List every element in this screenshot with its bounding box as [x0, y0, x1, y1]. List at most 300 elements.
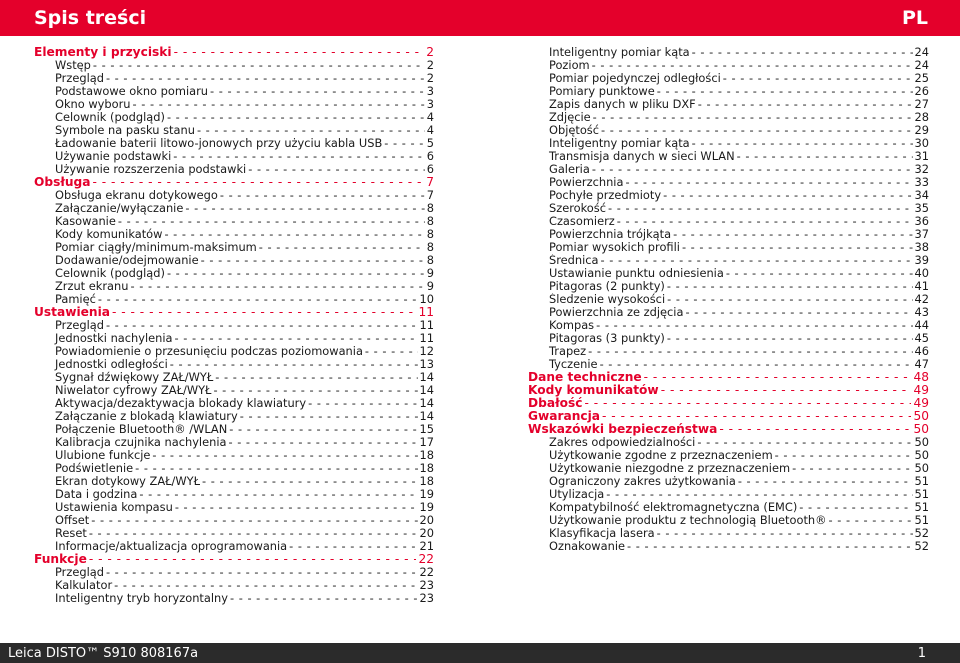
toc-entry[interactable]: [34, 592, 434, 605]
toc-entry[interactable]: [528, 501, 929, 514]
toc-entry[interactable]: [34, 85, 434, 98]
toc-entry[interactable]: [34, 280, 434, 293]
dot-leader: [201, 254, 425, 267]
toc-page-number: 22: [418, 553, 434, 566]
toc-entry-title: Jednostki odległości: [55, 358, 168, 371]
toc-page-number: 19: [419, 501, 434, 514]
dot-leader: [135, 462, 417, 475]
toc-entry[interactable]: [528, 72, 929, 85]
toc-page-number: 51: [914, 514, 929, 527]
toc-page-number: 15: [419, 423, 434, 436]
toc-page-number: 8: [426, 215, 434, 228]
dot-leader: [692, 46, 913, 59]
toc-entry-title: Ustawienia: [34, 306, 110, 319]
toc-page-number: 30: [914, 137, 929, 150]
language-code: PL: [901, 7, 928, 29]
dot-leader: [228, 436, 417, 449]
toc-entry-title: Średnica: [549, 254, 599, 267]
toc-entry-title: Jednostki nachylenia: [55, 332, 173, 345]
toc-page-number: 44: [914, 319, 929, 332]
toc-page-number: 50: [914, 436, 929, 449]
dot-leader: [93, 176, 425, 189]
dot-leader: [723, 72, 913, 85]
toc-entry[interactable]: [34, 137, 434, 150]
toc-entry-title: Kalkulator: [55, 579, 113, 592]
toc-entry[interactable]: [528, 59, 929, 72]
toc-page-number: 14: [419, 410, 434, 423]
toc-entry-title: Załączanie z blokadą klawiatury: [55, 410, 238, 423]
toc-entry[interactable]: [34, 124, 434, 137]
toc-page-number: 50: [914, 449, 929, 462]
toc-page-number: 4: [426, 111, 434, 124]
toc-page-number: 33: [914, 176, 929, 189]
toc-section-entry[interactable]: [34, 306, 434, 319]
toc-entry-title: Offset: [55, 514, 90, 527]
toc-page-number: 3: [426, 85, 434, 98]
dot-leader: [289, 540, 417, 553]
toc-entry[interactable]: [34, 254, 434, 267]
dot-leader: [592, 163, 913, 176]
toc-entry-title: Przegląd: [55, 566, 104, 579]
toc-section-entry[interactable]: [34, 46, 434, 59]
toc-page-number: 38: [914, 241, 929, 254]
toc-entry-title: Trapez: [549, 345, 587, 358]
toc-page-number: 7: [426, 189, 434, 202]
footer-product: Leica DISTO™ S910 808167a: [8, 645, 199, 661]
toc-entry[interactable]: [34, 202, 434, 215]
toc-entry[interactable]: [34, 423, 434, 436]
toc-page-number: 24: [914, 46, 929, 59]
toc-page-number: 18: [419, 449, 434, 462]
toc-page-number: 26: [914, 85, 929, 98]
toc-page-number: 8: [426, 254, 434, 267]
toc-entry-title: Klasyfikacja lasera: [549, 527, 655, 540]
toc-page-number: 9: [426, 267, 434, 280]
dot-leader: [197, 124, 425, 137]
dot-leader: [667, 293, 912, 306]
toc-entry-title: Dbałość: [528, 397, 583, 410]
dot-leader: [737, 150, 913, 163]
toc-entry-title: Używanie podstawki: [55, 150, 172, 163]
dot-leader: [584, 397, 911, 410]
toc-entry[interactable]: [528, 306, 929, 319]
toc-entry-title: Dane techniczne: [528, 371, 642, 384]
toc-entry-title: Podświetlenie: [55, 462, 134, 475]
toc-entry-title: Pitagoras (2 punkty): [549, 280, 665, 293]
toc-entry[interactable]: [34, 566, 434, 579]
toc-page-number: 29: [914, 124, 929, 137]
toc-page-number: 51: [914, 475, 929, 488]
toc-entry-title: Dodawanie/odejmowanie: [55, 254, 199, 267]
dot-leader: [775, 449, 913, 462]
toc-page-number: 43: [914, 306, 929, 319]
dot-leader: [600, 358, 913, 371]
toc-entry[interactable]: [34, 501, 434, 514]
toc-entry-title: Ekran dotykowy ZAŁ/WYŁ: [55, 475, 200, 488]
header-bar: [0, 0, 960, 36]
dot-leader: [164, 228, 424, 241]
toc-entry-title: Zakres odpowiedzialności: [549, 436, 696, 449]
dot-leader: [596, 319, 912, 332]
dot-leader: [93, 59, 425, 72]
dot-leader: [593, 111, 913, 124]
dot-leader: [606, 488, 912, 501]
dot-leader: [185, 202, 424, 215]
toc-page-number: 2: [426, 59, 434, 72]
toc-column-left: [34, 46, 434, 605]
toc-entry[interactable]: [34, 215, 434, 228]
toc-column-right: [528, 46, 929, 553]
dot-leader: [106, 566, 418, 579]
dot-leader: [89, 527, 418, 540]
dot-leader: [248, 163, 425, 176]
toc-entry-title: Aktywacja/dezaktywacja blokady klawiatury: [55, 397, 307, 410]
toc-page-number: 17: [419, 436, 434, 449]
toc-entry[interactable]: [528, 137, 929, 150]
toc-entry[interactable]: [34, 371, 434, 384]
toc-entry-title: Użytkowanie zgodne z przeznaczeniem: [549, 449, 773, 462]
toc-page-number: 14: [419, 371, 434, 384]
toc-entry-title: Przegląd: [55, 319, 104, 332]
dot-leader: [792, 462, 912, 475]
toc-entry-title: Czasomierz: [549, 215, 615, 228]
toc-entry-title: Pomiar ciągły/minimum-maksimum: [55, 241, 257, 254]
toc-entry[interactable]: [528, 189, 929, 202]
toc-entry-title: Symbole na pasku stanu: [55, 124, 195, 137]
dot-leader: [682, 241, 913, 254]
toc-entry[interactable]: [528, 163, 929, 176]
toc-entry[interactable]: [34, 527, 434, 540]
toc-entry[interactable]: [34, 579, 434, 592]
toc-page-number: 11: [419, 332, 434, 345]
toc-entry-title: Celownik (podgląd): [55, 267, 165, 280]
toc-entry[interactable]: [34, 436, 434, 449]
toc-page-number: 31: [914, 150, 929, 163]
toc-entry-title: Kompas: [549, 319, 595, 332]
toc-page-number: 14: [419, 384, 434, 397]
toc-entry-title: Powiadomienie o przesunięciu podczas poziomowania: [55, 345, 363, 358]
dot-leader: [118, 215, 425, 228]
toc-entry[interactable]: [34, 319, 434, 332]
toc-entry[interactable]: [528, 449, 929, 462]
toc-entry-title: Zdjęcie: [549, 111, 591, 124]
toc-page-number: 9: [426, 280, 434, 293]
toc-entry-title: Obsługa ekranu dotykowego: [55, 189, 218, 202]
toc-entry[interactable]: [528, 85, 929, 98]
toc-page-number: 25: [914, 72, 929, 85]
dot-leader: [152, 449, 417, 462]
toc-page-number: 52: [914, 540, 929, 553]
toc-page-number: 22: [419, 566, 434, 579]
toc-page-number: 6: [426, 150, 434, 163]
toc-page-number: 49: [913, 397, 929, 410]
toc-entry[interactable]: [34, 267, 434, 280]
toc-entry[interactable]: [34, 163, 434, 176]
toc-entry-title: Celownik (podgląd): [55, 111, 165, 124]
toc-page-number: 4: [426, 124, 434, 137]
toc-entry-title: Załączanie/wyłączanie: [55, 202, 184, 215]
toc-entry-title: Kasowanie: [55, 215, 116, 228]
toc-entry-title: Elementy i przyciski: [34, 46, 172, 59]
dot-leader: [365, 345, 418, 358]
dot-leader: [229, 423, 417, 436]
toc-entry-title: Kompatybilność elektromagnetyczna (EMC): [549, 501, 798, 514]
dot-leader: [213, 384, 417, 397]
toc-page-number: 11: [419, 319, 434, 332]
toc-page-number: 51: [914, 488, 929, 501]
toc-page-number: 41: [914, 280, 929, 293]
dot-leader: [167, 267, 425, 280]
toc-page-number: 49: [913, 384, 929, 397]
dot-leader: [667, 332, 913, 345]
toc-entry-title: Zapis danych w pliku DXF: [549, 98, 696, 111]
toc-entry-title: Objętość: [549, 124, 600, 137]
toc-entry[interactable]: [34, 345, 434, 358]
toc-page-number: 19: [419, 488, 434, 501]
toc-entry[interactable]: [34, 397, 434, 410]
toc-entry-title: Wskazówki bezpieczeństwa: [528, 423, 718, 436]
toc-page-number: 8: [426, 228, 434, 241]
toc-entry[interactable]: [528, 215, 929, 228]
toc-page-number: 42: [914, 293, 929, 306]
toc-page-number: 46: [914, 345, 929, 358]
toc-entry[interactable]: [528, 527, 929, 540]
dot-leader: [829, 514, 913, 527]
toc-entry[interactable]: [34, 59, 434, 72]
dot-leader: [114, 579, 417, 592]
dot-leader: [625, 176, 912, 189]
toc-entry[interactable]: [34, 293, 434, 306]
toc-page-number: 48: [913, 371, 929, 384]
dot-leader: [220, 189, 425, 202]
dot-leader: [308, 397, 417, 410]
toc-entry-title: Data i godzina: [55, 488, 138, 501]
toc-entry[interactable]: [528, 345, 929, 358]
toc-entry-title: Inteligentny tryb horyzontalny: [55, 592, 228, 605]
toc-page-number: 35: [914, 202, 929, 215]
toc-entry-title: Ustawienia kompasu: [55, 501, 173, 514]
toc-entry[interactable]: [34, 449, 434, 462]
toc-entry[interactable]: [528, 241, 929, 254]
toc-entry-title: Obsługa: [34, 176, 91, 189]
toc-entry[interactable]: [34, 241, 434, 254]
toc-entry[interactable]: [528, 46, 929, 59]
toc-section-entry[interactable]: [528, 410, 929, 423]
toc-entry[interactable]: [34, 332, 434, 345]
toc-section-entry[interactable]: [34, 553, 434, 566]
dot-leader: [112, 306, 417, 319]
toc-entry[interactable]: [34, 228, 434, 241]
toc-page-number: 2: [426, 46, 434, 59]
toc-entry-title: Reset: [55, 527, 87, 540]
toc-page-number: 28: [914, 111, 929, 124]
toc-entry[interactable]: [34, 540, 434, 553]
toc-entry-title: Pomiary punktowe: [549, 85, 655, 98]
dot-leader: [130, 280, 424, 293]
toc-entry-title: Utylizacja: [549, 488, 605, 501]
toc-entry[interactable]: [34, 358, 434, 371]
toc-entry-title: Używanie rozszerzenia podstawki: [55, 163, 247, 176]
toc-page-number: 18: [419, 462, 434, 475]
toc-entry[interactable]: [34, 189, 434, 202]
toc-entry[interactable]: [34, 111, 434, 124]
dot-leader: [602, 410, 911, 423]
dot-leader: [588, 345, 912, 358]
dot-leader: [240, 410, 418, 423]
toc-entry-title: Użytkowanie produktu z technologią Bluetooth®: [549, 514, 827, 527]
toc-entry[interactable]: [528, 462, 929, 475]
toc-entry[interactable]: [528, 332, 929, 345]
dot-leader: [627, 540, 913, 553]
toc-section-entry[interactable]: [528, 384, 929, 397]
dot-leader: [698, 98, 913, 111]
toc-entry-title: Połączenie Bluetooth® /WLAN: [55, 423, 228, 436]
toc-entry[interactable]: [528, 319, 929, 332]
toc-page-number: 20: [419, 527, 434, 540]
toc-entry-title: Powierzchnia: [549, 176, 624, 189]
dot-leader: [133, 98, 425, 111]
dot-leader: [215, 371, 417, 384]
toc-entry-title: Użytkowanie niezgodne z przeznaczeniem: [549, 462, 791, 475]
toc-entry[interactable]: [34, 98, 434, 111]
toc-page-number: 7: [426, 176, 434, 189]
dot-leader: [692, 137, 913, 150]
dot-leader: [661, 384, 912, 397]
toc-entry[interactable]: [528, 228, 929, 241]
toc-entry-title: Powierzchnia trójkąta: [549, 228, 672, 241]
dot-leader: [657, 527, 913, 540]
dot-leader: [592, 59, 913, 72]
toc-entry[interactable]: [528, 111, 929, 124]
toc-page-number: 20: [419, 514, 434, 527]
toc-entry[interactable]: [528, 540, 929, 553]
toc-entry[interactable]: [34, 410, 434, 423]
toc-entry-title: Wstęp: [55, 59, 91, 72]
toc-entry[interactable]: [528, 475, 929, 488]
toc-entry[interactable]: [34, 514, 434, 527]
toc-section-entry[interactable]: [34, 176, 434, 189]
toc-page-number: 39: [914, 254, 929, 267]
footer-bar: [0, 643, 960, 663]
toc-section-entry[interactable]: [528, 423, 929, 436]
toc-page-number: 50: [914, 462, 929, 475]
toc-entry-title: Zrzut ekranu: [55, 280, 129, 293]
toc-page-number: 10: [419, 293, 434, 306]
toc-entry-title: Szerokość: [549, 202, 606, 215]
dot-leader: [210, 85, 425, 98]
toc-entry[interactable]: [528, 124, 929, 137]
toc-page-number: 8: [426, 241, 434, 254]
toc-entry-title: Kody komunikatów: [528, 384, 659, 397]
toc-page-number: 50: [913, 410, 929, 423]
toc-entry-title: Ograniczony zakres użytkowania: [549, 475, 736, 488]
toc-entry[interactable]: [528, 202, 929, 215]
toc-page-number: 23: [419, 579, 434, 592]
toc-entry[interactable]: [34, 462, 434, 475]
toc-page-number: 47: [914, 358, 929, 371]
toc-page-number: 11: [418, 306, 434, 319]
toc-entry-title: Ładowanie baterii litowo-jonowych przy użyciu kabla USB: [55, 137, 383, 150]
dot-leader: [91, 514, 417, 527]
toc-entry-title: Okno wyboru: [55, 98, 131, 111]
toc-entry-title: Gwarancja: [528, 410, 601, 423]
toc-entry-title: Funkcje: [34, 553, 87, 566]
toc-entry[interactable]: [528, 358, 929, 371]
dot-leader: [644, 371, 912, 384]
toc-page-number: 34: [914, 189, 929, 202]
toc-entry[interactable]: [34, 384, 434, 397]
toc-section-entry[interactable]: [528, 371, 929, 384]
toc-page-number: 23: [419, 592, 434, 605]
dot-leader: [167, 111, 425, 124]
dot-leader: [106, 72, 425, 85]
toc-page-number: 21: [419, 540, 434, 553]
toc-entry[interactable]: [34, 488, 434, 501]
dot-leader: [259, 241, 425, 254]
dot-leader: [106, 319, 418, 332]
toc-entry[interactable]: [528, 98, 929, 111]
toc-page-number: 27: [914, 98, 929, 111]
toc-entry-title: Inteligentny pomiar kąta: [549, 137, 690, 150]
toc-entry[interactable]: [528, 150, 929, 163]
toc-page-number: 14: [419, 397, 434, 410]
toc-entry-title: Śledzenie wysokości: [549, 293, 666, 306]
dot-leader: [663, 189, 912, 202]
toc-entry[interactable]: [528, 293, 929, 306]
dot-leader: [799, 501, 912, 514]
toc-section-entry[interactable]: [528, 397, 929, 410]
toc-page-number: 32: [914, 163, 929, 176]
toc-entry[interactable]: [528, 280, 929, 293]
toc-entry-title: Kalibracja czujnika nachylenia: [55, 436, 227, 449]
toc-page-number: 37: [914, 228, 929, 241]
toc-entry[interactable]: [34, 150, 434, 163]
dot-leader: [175, 332, 418, 345]
toc-entry-title: Pitagoras (3 punkty): [549, 332, 665, 345]
dot-leader: [738, 475, 913, 488]
dot-leader: [617, 215, 913, 228]
dot-leader: [673, 228, 912, 241]
dot-leader: [170, 358, 418, 371]
toc-entry[interactable]: [528, 436, 929, 449]
toc-entry-title: Pochyłe przedmioty: [549, 189, 662, 202]
toc-page-number: 24: [914, 59, 929, 72]
toc-entry[interactable]: [528, 254, 929, 267]
dot-leader: [230, 592, 418, 605]
toc-entry-title: Powierzchnia ze zdjęcia: [549, 306, 684, 319]
toc-entry[interactable]: [528, 267, 929, 280]
toc-entry[interactable]: [528, 488, 929, 501]
toc-page-number: 40: [914, 267, 929, 280]
toc-entry[interactable]: [34, 72, 434, 85]
dot-leader: [174, 46, 425, 59]
dot-leader: [667, 280, 913, 293]
toc-entry-title: Tyczenie: [549, 358, 598, 371]
toc-entry[interactable]: [528, 514, 929, 527]
toc-page-number: 18: [419, 475, 434, 488]
toc-entry-title: Informacje/aktualizacja oprogramowania: [55, 540, 288, 553]
toc-entry-title: Galeria: [549, 163, 590, 176]
toc-entry-title: Poziom: [549, 59, 590, 72]
toc-page-number: 50: [913, 423, 929, 436]
toc-entry-title: Pomiar pojedynczej odległości: [549, 72, 721, 85]
toc-entry[interactable]: [528, 176, 929, 189]
toc-entry-title: Przegląd: [55, 72, 104, 85]
toc-entry-title: Ulubione funkcje: [55, 449, 151, 462]
dot-leader: [697, 436, 912, 449]
toc-page-number: 5: [426, 137, 434, 150]
toc-entry[interactable]: [34, 475, 434, 488]
